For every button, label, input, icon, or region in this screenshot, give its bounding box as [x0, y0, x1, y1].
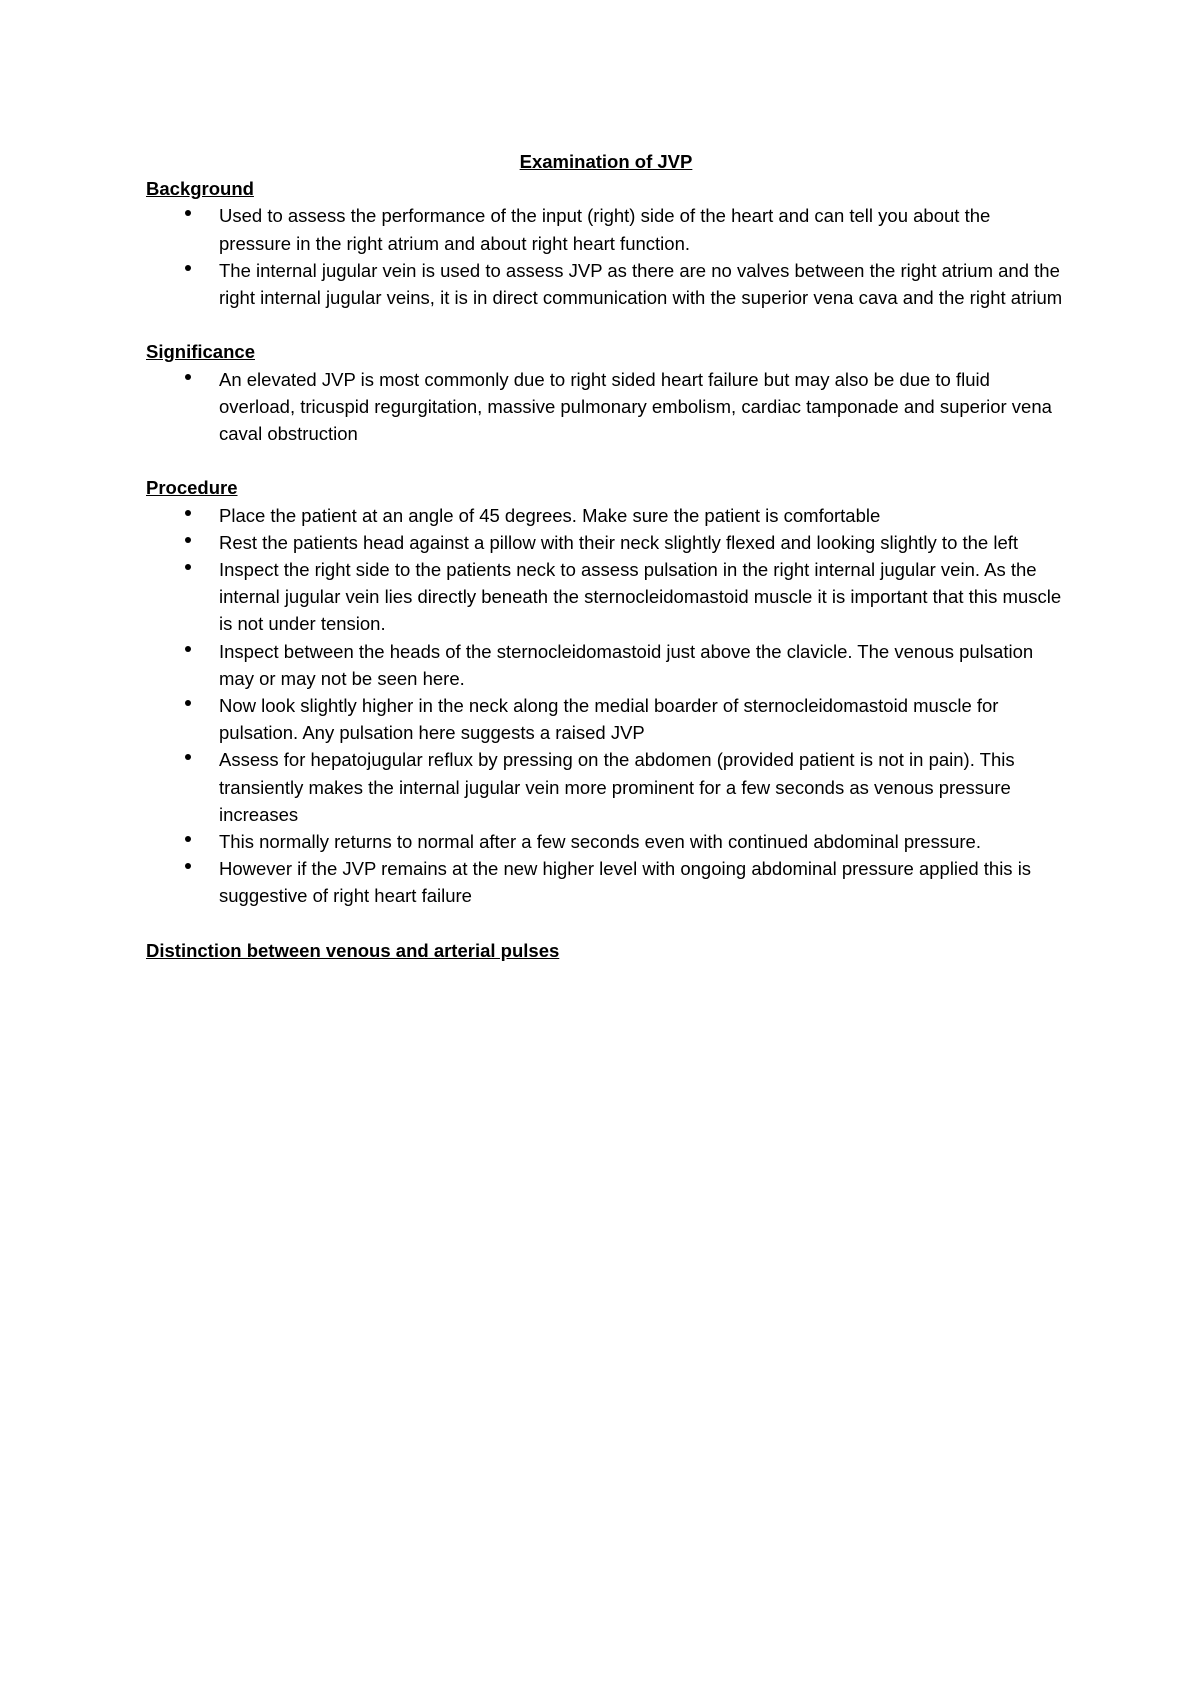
bullet-icon — [185, 374, 191, 380]
bullet-icon — [185, 564, 191, 570]
section-background — [146, 175, 1066, 311]
section-heading-significance: Significance — [146, 341, 255, 363]
bullet-icon — [185, 510, 191, 516]
list-item-text: Assess for hepatojugular reflux by pressing on the abdomen (provided patient is not in pain). This transiently makes the internal jugular vein more prominent for a few seconds as venous pressure increases — [219, 749, 1015, 825]
document-title: Examination of JVP — [519, 151, 693, 172]
list-item-text: Used to assess the performance of the input (right) side of the heart and can tell you about the pressure in the right atrium and about right heart function. — [219, 205, 991, 254]
list-item — [146, 855, 1066, 909]
section-distinction — [146, 937, 1066, 964]
section-heading-procedure: Procedure — [146, 477, 238, 499]
list-item-text: Inspect between the heads of the sternocleidomastoid just above the clavicle. The venous pulsation may or may not be seen here. — [219, 640, 1034, 689]
bullet-icon — [185, 537, 191, 543]
section-significance — [146, 338, 1066, 447]
list-item-text: Place the patient at an angle of 45 degrees. Make sure the patient is comfortable — [219, 504, 881, 526]
bullet-icon — [185, 863, 191, 869]
list-item — [146, 692, 1066, 746]
list-item-text: Inspect the right side to the patients neck to assess pulsation in the right internal jugular vein. As the internal jugular vein lies directly beneath the sternocleidomastoid muscle it is important that this muscle is not under tension. — [219, 559, 1062, 635]
list-item — [146, 502, 1066, 529]
list-item — [146, 828, 1066, 855]
section-heading-distinction: Distinction between venous and arterial pulses — [146, 939, 560, 961]
bullet-icon — [185, 646, 191, 652]
bullet-icon — [185, 265, 191, 271]
list-item-text: However if the JVP remains at the new higher level with ongoing abdominal pressure applied this is suggestive of right heart failure — [219, 858, 1032, 907]
document-body — [146, 148, 1066, 964]
list-item-text: An elevated JVP is most commonly due to right sided heart failure but may also be due to fluid overload, tricuspid regurgitation, massive pulmonary embolism, cardiac tamponade and superior vena caval obstruction — [219, 368, 1052, 445]
bullet-icon — [185, 754, 191, 760]
list-item-text: The internal jugular vein is used to assess JVP as there are no valves between the right atrium and the right internal jugular veins, it is in direct communication with the superior vena cava and the right atrium — [219, 259, 1063, 309]
list-item — [146, 638, 1066, 692]
list-item-text: Rest the patients head against a pillow with their neck slightly flexed and looking slightly to the left — [219, 531, 1019, 553]
bullet-list-background — [146, 202, 1066, 311]
bullet-icon — [185, 210, 191, 216]
list-item-text: This normally returns to normal after a few seconds even with continued abdominal pressure. — [219, 831, 981, 853]
bullet-icon — [185, 700, 191, 706]
section-heading-background: Background — [146, 178, 254, 200]
bullet-icon — [185, 836, 191, 842]
list-item — [146, 529, 1066, 556]
list-item — [146, 746, 1066, 828]
bullet-list-significance — [146, 366, 1066, 448]
list-item — [146, 556, 1066, 638]
section-procedure — [146, 474, 1066, 909]
list-item — [146, 202, 1066, 256]
list-item-text: Now look slightly higher in the neck along the medial boarder of sternocleidomastoid muscle for pulsation. Any pulsation here suggests a raised JVP — [219, 695, 999, 744]
list-item — [146, 366, 1066, 448]
list-item — [146, 257, 1066, 311]
bullet-list-procedure — [146, 502, 1066, 910]
